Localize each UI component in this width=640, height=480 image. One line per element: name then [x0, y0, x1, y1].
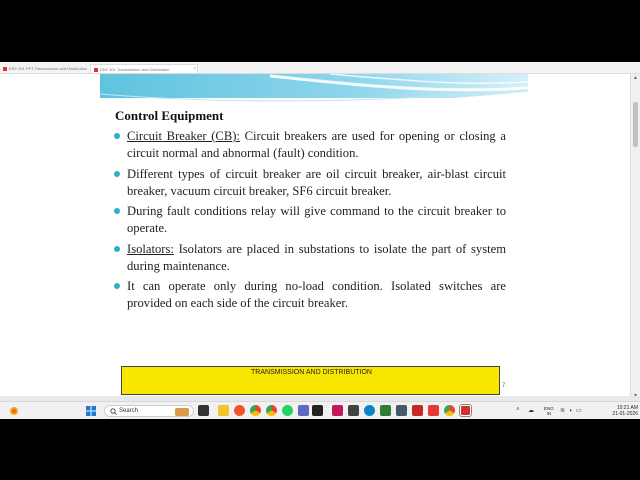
- pdf-favicon-icon: [3, 67, 7, 71]
- search-placeholder: Search: [119, 408, 139, 414]
- taskbar-search-box[interactable]: [104, 405, 194, 417]
- weather-icon[interactable]: [8, 405, 20, 417]
- bullet-text: Circuit breakers are used for opening or closing a circuit normal and abnormal (fault) condition.: [127, 129, 506, 160]
- windows-taskbar: [0, 401, 640, 419]
- page-margin-left: [0, 74, 100, 400]
- chrome-icon[interactable]: [250, 405, 261, 416]
- close-icon[interactable]: ×: [193, 66, 196, 72]
- network-volume-battery-icons[interactable]: ≋ ◖ ▭: [560, 408, 583, 414]
- music-icon[interactable]: [332, 405, 343, 416]
- slide-header-wave-art: [100, 74, 528, 110]
- list-item: [114, 203, 506, 237]
- notepad-icon[interactable]: [348, 405, 359, 416]
- list-item: [114, 166, 506, 200]
- slide-footer-banner: [121, 366, 500, 395]
- slide-title: Control Equipment: [115, 108, 224, 123]
- whatsapp-icon[interactable]: [282, 405, 293, 416]
- vertical-scrollbar[interactable]: [630, 74, 640, 400]
- bullet-icon: [114, 208, 120, 214]
- system-tray: [512, 404, 640, 419]
- file-explorer-icon[interactable]: [218, 405, 229, 416]
- bullet-text: It can operate only during no-load condition. Isolated switches are provided on each side of the circuit breaker.: [127, 279, 506, 310]
- pdf-viewer-window: [0, 62, 640, 400]
- calculator-icon[interactable]: [298, 405, 309, 416]
- scrollbar-thumb[interactable]: [633, 102, 638, 147]
- windows-start-icon[interactable]: [86, 406, 96, 416]
- chrome-profile-icon[interactable]: [266, 405, 277, 416]
- page-margin-right: [528, 74, 630, 400]
- photos-icon[interactable]: [396, 405, 407, 416]
- slide-page-number: 7: [502, 383, 506, 389]
- bullet-term: Isolators:: [127, 241, 174, 256]
- edge-icon[interactable]: [364, 405, 375, 416]
- browser-tab[interactable]: [0, 64, 88, 73]
- language-line2: IN: [546, 411, 552, 416]
- list-item: [114, 241, 506, 275]
- language-indicator[interactable]: [544, 406, 554, 416]
- list-item: [114, 278, 506, 312]
- slide-footer-text: TRANSMISSION AND DISTRIBUTION: [251, 369, 372, 376]
- video-icon[interactable]: [412, 405, 423, 416]
- task-view-icon[interactable]: [198, 405, 209, 416]
- browser-tab-active[interactable]: [90, 64, 198, 73]
- search-icon: [110, 408, 117, 415]
- bullet-text: During fault conditions relay will give command to the circuit breaker to operate.: [127, 204, 506, 235]
- bullet-icon: [114, 171, 120, 177]
- clock[interactable]: [592, 405, 638, 417]
- office-icon[interactable]: [428, 405, 439, 416]
- bullet-icon: [114, 246, 120, 252]
- cloud-icon[interactable]: ☁: [528, 408, 534, 414]
- scroll-up-icon[interactable]: ▲: [633, 75, 638, 81]
- brave-icon[interactable]: [234, 405, 245, 416]
- tab-label: EEE 301 Transmission and Distribution: [100, 67, 170, 72]
- clock-time: 10:21 AM: [616, 405, 638, 411]
- clock-date: 21-01-2026: [612, 411, 638, 417]
- language-line1: ENG: [544, 406, 554, 411]
- slide-page: [100, 74, 528, 400]
- bullet-text: Different types of circuit breaker are oil circuit breaker, air-blast circuit breaker, vacuum circuit breaker, SF6 circuit breaker.: [127, 166, 506, 198]
- check-icon[interactable]: [380, 405, 391, 416]
- bullet-text: Isolators are placed in substations to isolate the part of system during maintenance.: [127, 241, 506, 273]
- bullet-icon: [114, 133, 120, 139]
- search-highlight-icon: [175, 408, 189, 416]
- bullet-list: [114, 128, 506, 316]
- bullet-term: Circuit Breaker (CB):: [127, 129, 240, 143]
- tab-label: EEE 301 PPT Transmission and Distribution: [9, 66, 88, 71]
- media-icon[interactable]: [312, 405, 323, 416]
- pdf-reader-icon[interactable]: [460, 405, 471, 416]
- chevron-up-icon[interactable]: ˄: [516, 407, 520, 413]
- list-item: [114, 128, 506, 162]
- browser-tab-bar: [0, 62, 640, 74]
- pdf-favicon-icon: [94, 68, 98, 72]
- bullet-icon: [114, 283, 120, 289]
- chrome-icon-2[interactable]: [444, 405, 455, 416]
